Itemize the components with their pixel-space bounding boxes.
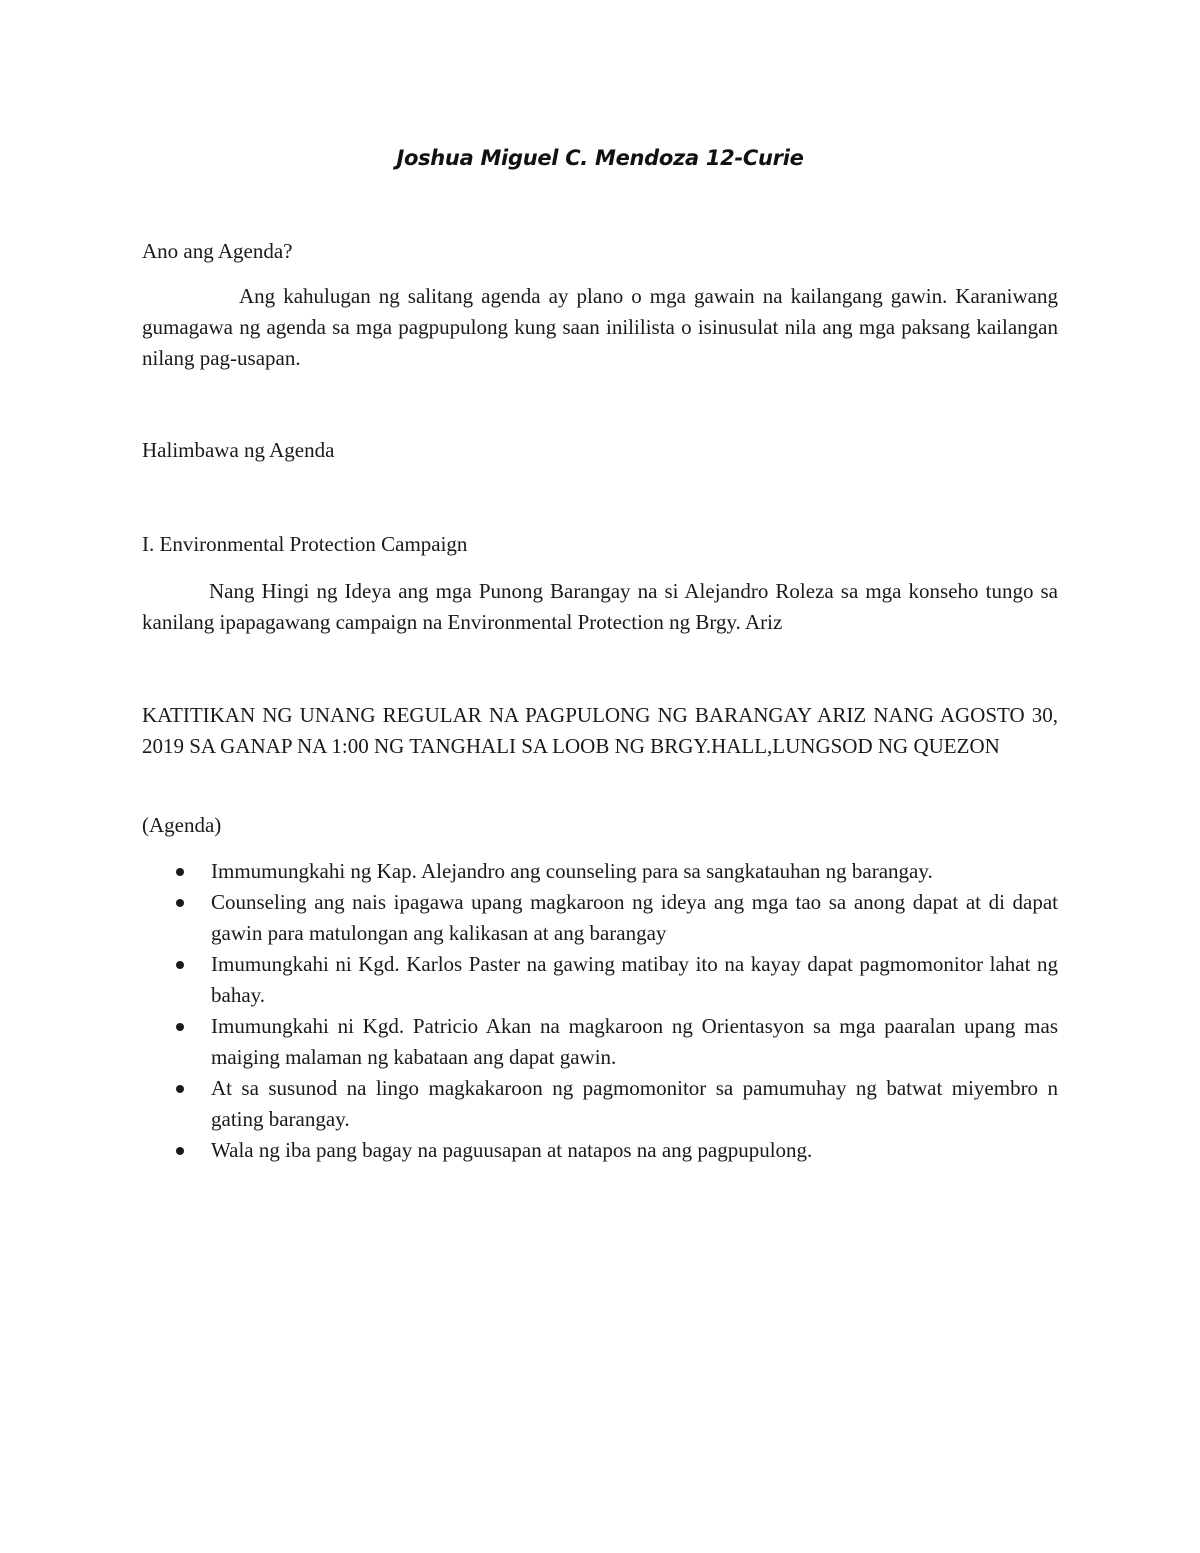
agenda-item-text: Imumungkahi ni Kgd. Karlos Paster na gawing matibay ito na kayay dapat pagmomonitor lahat ng bahay. [211, 952, 1058, 1007]
agenda-item-text: Imumungkahi ni Kgd. Patricio Akan na magkaroon ng Orientasyon sa mga paaralan upang mas maiging malaman ng kabataan ang dapat gawin. [211, 1014, 1058, 1069]
bullet-icon [176, 961, 184, 969]
agenda-item-text: Immumungkahi ng Kap. Alejandro ang counseling para sa sangkatauhan ng barangay. [211, 859, 933, 883]
definition-paragraph: Ang kahulugan ng salitang agenda ay plano o mga gawain na kailangang gawin. Karaniwang gumagawa ng agenda sa mga pagpupulong kung saan inililista o isinusulat nila ang mga paksang kailangan nilang pag-usapan. [142, 284, 1058, 370]
bullet-icon [176, 899, 184, 907]
bullet-icon [176, 1085, 184, 1093]
agenda-item [142, 1073, 1058, 1135]
section-paragraph: Nang Hingi ng Ideya ang mga Punong Barangay na si Alejandro Roleza sa mga konseho tungo sa kanilang ipapagawang campaign na Environmental Protection ng Brgy. Ariz [142, 579, 1058, 634]
agenda-item-text: Wala ng iba pang bagay na paguusapan at natapos na ang pagpupulong. [211, 1138, 813, 1162]
agenda-item [142, 887, 1058, 949]
document-title: Joshua Miguel C. Mendoza 12-Curie [396, 146, 804, 170]
example-heading: Halimbawa ng Agenda [142, 438, 335, 462]
agenda-item-text: Counseling ang nais ipagawa upang magkaroon ng ideya ang mga tao sa anong dapat at di dapat gawin para matulongan ang kalikasan at ang barangay [211, 890, 1058, 945]
agenda-item-text: At sa susunod na lingo magkakaroon ng pagmomonitor sa pamumuhay ng batwat miyembro n gating barangay. [211, 1076, 1058, 1131]
question-heading: Ano ang Agenda? [142, 239, 293, 263]
agenda-item [142, 856, 1058, 887]
agenda-list [142, 856, 1058, 1166]
section-heading: I. Environmental Protection Campaign [142, 532, 468, 556]
bullet-icon [176, 1023, 184, 1031]
bullet-icon [176, 1147, 184, 1155]
agenda-item [142, 1135, 1058, 1166]
agenda-item [142, 949, 1058, 1011]
bullet-icon [176, 868, 184, 876]
agenda-item [142, 1011, 1058, 1073]
minutes-heading: KATITIKAN NG UNANG REGULAR NA PAGPULONG NG BARANGAY ARIZ NANG AGOSTO 30, 2019 SA GANAP NA 1:00 NG TANGHALI SA LOOB NG BRGY.HALL,LUNGSOD NG QUEZON [142, 703, 1058, 758]
agenda-label: (Agenda) [142, 813, 222, 837]
